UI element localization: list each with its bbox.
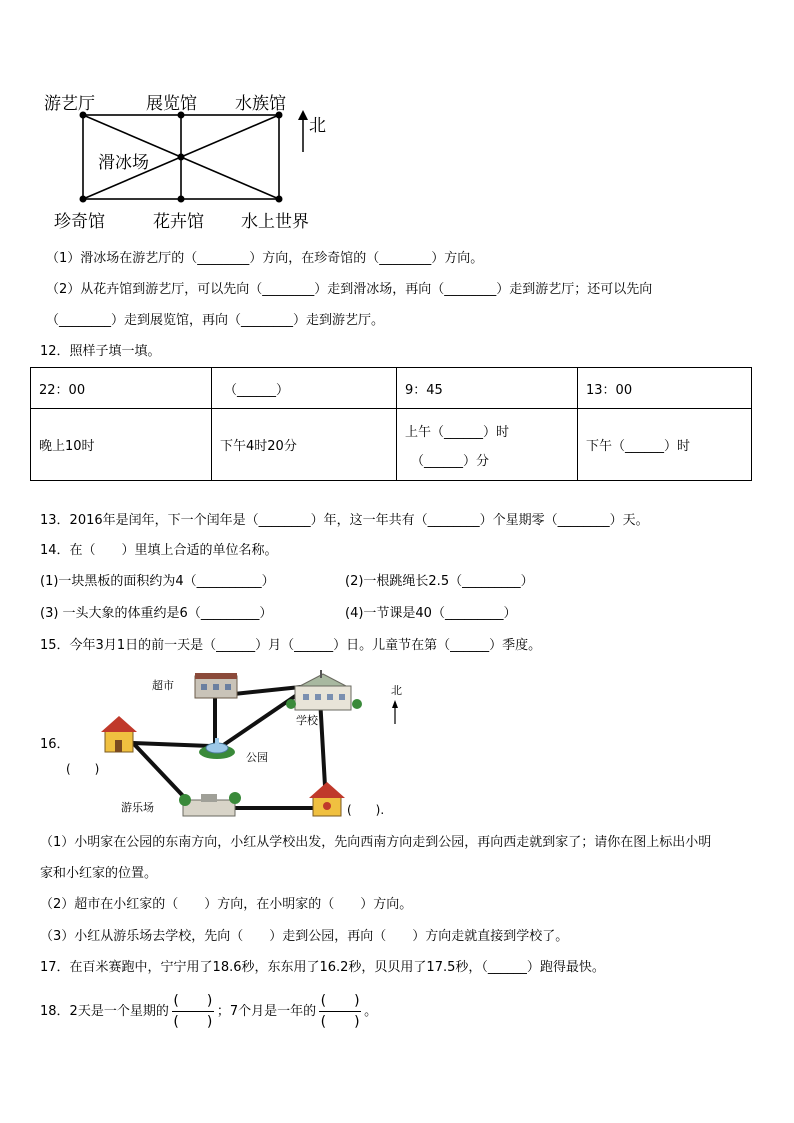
q11-line3: （________）走到展览馆，再向（________）走到游艺厅。 [46,313,385,328]
cell-line: （______）分 [411,453,490,469]
fraction-numerator: ( ) [173,993,213,1009]
q16-p1-line1: （1）小明家在公园的东南方向，小红从学校出发，先向西南方向走到公园，再向西走就到家了；请你在图上标出小明 [40,835,712,850]
label-shuishang: 水上世界 [241,212,309,232]
time-table [30,367,752,481]
north-arrow [298,110,308,152]
q16-p2: （2）超市在小红家的（ ）方向，在小明家的（ ）方向。 [40,897,413,912]
q14-b: (2)一根跳绳长2.5（_________） [345,574,534,589]
school-label: 学校 [296,714,318,727]
fraction-blank-2 [319,992,361,1031]
playground-label: 游乐场 [121,801,154,814]
table-cell: 晚上10时 [31,409,212,481]
table-cell: 22：00 [31,368,212,409]
q15: 15．今年3月1日的前一天是（______）月（______）日。儿童节在第（______）季度。 [40,638,542,653]
q14-d: (4)一节课是40（_________） [345,606,517,621]
house-right [309,782,345,816]
cell-line: 上午（______）时 [405,424,510,440]
q16-p1-line2: 家和小红家的位置。 [40,866,158,881]
playground-building [179,792,241,816]
q17: 17．在百米赛跑中，宁宁用了18.6秒，东东用了16.2秒，贝贝用了17.5秒，（______）跑得最快。 [40,960,605,975]
q14-c: (3) 一头大象的体重约是6（_________） [40,606,273,621]
park-label: 公园 [246,751,268,764]
label-zhenqi: 珍奇馆 [54,212,105,232]
table-cell: 下午（______）时 [578,409,752,481]
table-row [31,409,752,481]
north-label: 北 [309,116,326,136]
table-row [31,368,752,409]
q14-title: 14．在（ ）里填上合适的单位名称。 [40,543,278,558]
map-north-label: 北 [391,684,402,697]
fraction-blank-1 [172,992,214,1031]
fraction-denominator: ( ) [320,1014,360,1030]
fraction-numerator: ( ) [320,993,360,1009]
table-cell: （______） [212,368,397,409]
label-huabing: 滑冰场 [98,153,149,173]
label-zhanlan: 展览馆 [146,94,197,114]
table-cell: 13：00 [578,368,752,409]
q16-number: 16． [40,737,70,752]
q11-line2: （2）从花卉馆到游艺厅，可以先向（________）走到滑冰场，再向（________）走到游艺厅；还可以先向 [46,282,653,297]
table-cell: 下午4时20分 [212,409,397,481]
supermarket-building [195,673,237,698]
fraction-denominator: ( ) [173,1014,213,1030]
q11-line1: （1）滑冰场在游艺厅的（________）方向，在珍奇馆的（________）方向。 [46,251,484,266]
q12-title: 12．照样子填一填。 [40,344,161,359]
q16-p3: （3）小红从游乐场去学校，先向（ ）走到公园，再向（ ）方向走就直接到学校了。 [40,929,569,944]
supermarket-label: 超市 [152,679,174,692]
q14-a: (1)一块黑板的面积约为4（__________） [40,574,275,589]
house-left-blank: ( ) [66,762,100,776]
north-arrow [392,700,398,724]
house-right-blank: ( ). [347,803,385,817]
q18-prefix: 18．2天是一个星期的 [40,1003,169,1019]
label-youyi: 游艺厅 [44,94,95,114]
q13: 13．2016年是闰年，下一个闰年是（________）年，这一年共有（________）个星期零（________）天。 [40,513,649,528]
school-building [286,670,362,710]
label-shuizu: 水族馆 [235,94,286,114]
table-cell: 9：45 [397,368,578,409]
q18-middle: ；7个月是一年的 [216,1003,317,1019]
q18 [40,992,377,1031]
house-left [101,716,137,752]
table-cell [397,409,578,481]
q18-suffix: 。 [364,1003,378,1019]
label-huahui: 花卉馆 [153,212,204,232]
